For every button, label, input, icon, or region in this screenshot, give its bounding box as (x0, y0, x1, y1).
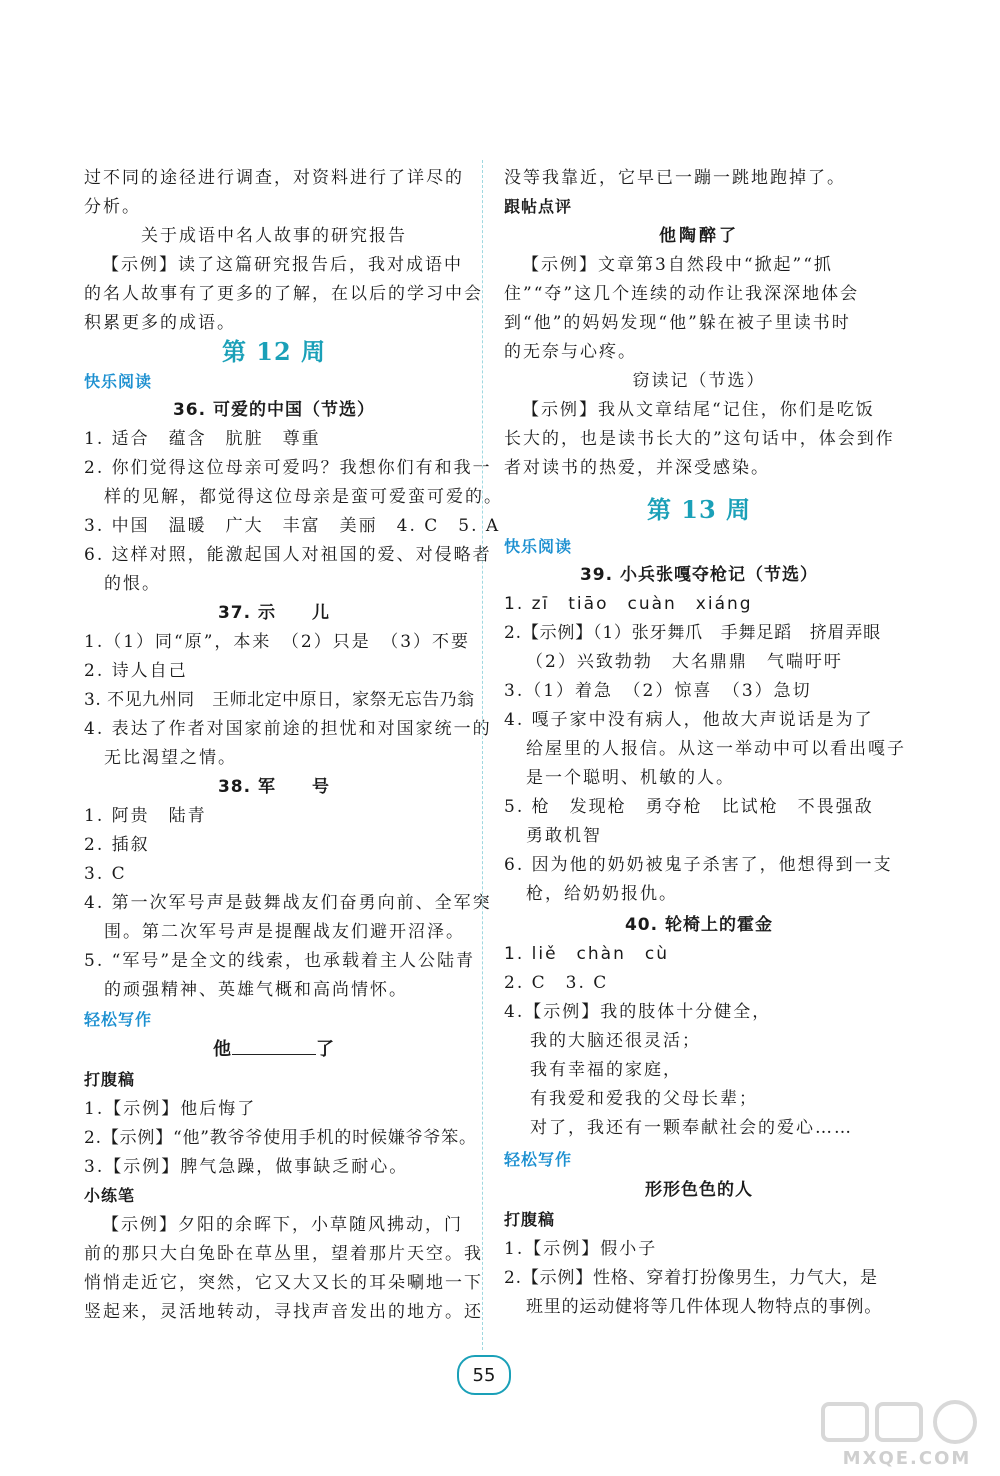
text-line: 住”“夺”这几个连续的动作让我深深地体会 (504, 284, 860, 304)
answer-line: 给屋里的人报信。从这一举动中可以看出嘎子 (526, 739, 906, 759)
answer-line: 对了，我还有一颗奉献社会的爱心…… (530, 1118, 853, 1138)
answer-line: 的恨。 (104, 574, 161, 594)
answer-line: 6. 因为他的奶奶被鬼子杀害了，他想得到一支 (504, 855, 893, 875)
answer-line: 的顽强精神、英雄气概和高尚情怀。 (104, 980, 408, 1000)
answer-line: 2. C 3. C (504, 973, 609, 993)
section-easy-writing: 轻松写作 (504, 1150, 573, 1169)
answer-line: 班里的运动健将等几件体现人物特点的事例。 (526, 1297, 882, 1317)
lesson-36-title: 36. 可爱的中国（节选） (172, 400, 376, 420)
answer-line: 围。第二次军号声是提醒战友们避开沼泽。 (104, 922, 465, 942)
text-line: 【示例】文章第3自然段中“掀起”“抓 (522, 255, 833, 275)
answer-line: 6. 这样对照，能激起国人对祖国的爱、对侵略者 (84, 545, 492, 565)
text-line: 者对读书的热爱，并深受感染。 (504, 458, 770, 478)
answer-line: 2. 插叙 (84, 835, 150, 855)
answer-line: 4.【示例】我的肢体十分健全， (504, 1002, 772, 1022)
text-line: 积累更多的成语。 (84, 313, 236, 333)
answer-line: 1. zī tiāo cuàn xiáng (504, 594, 753, 614)
answer-line: 2. 诗人自己 (84, 661, 188, 681)
lesson-37-title: 37. 示 儿 (217, 603, 331, 623)
text-line: 【示例】读了这篇研究报告后，我对成语中 (102, 255, 463, 275)
answer-line: 我有幸福的家庭， (530, 1060, 682, 1080)
answer-line: 我的大脑还很灵活； (530, 1031, 701, 1051)
answer-line: 2.【示例】性格、穿着打扮像男生，力气大，是 (504, 1268, 878, 1288)
text-line: 长大的，也是读书长大的”这句话中，体会到作 (504, 429, 895, 449)
practice-line: 【示例】夕阳的余晖下，小草随风拂动，门 (102, 1215, 463, 1235)
answer-line: 有我爱和爱我的父母长辈； (530, 1089, 758, 1109)
answer-line: 是一个聪明、机敏的人。 (526, 768, 735, 788)
answer-line: 2. 你们觉得这位母亲可爱吗？我想你们有和我一 (84, 458, 492, 478)
answer-line: 1. liě chàn cù (504, 944, 669, 964)
title-qiedu-ji: 窃读记（节选） (632, 371, 766, 391)
section-happy-reading: 快乐阅读 (504, 537, 573, 556)
text-line: 过不同的途径进行调查，对资料进行了详尽的 (84, 168, 464, 188)
practice-line: 悄悄走近它，突然，它又大又长的耳朵唰地一下 (84, 1273, 483, 1293)
prompt-suffix: 了 (316, 1039, 335, 1060)
lesson-38-title: 38. 军 号 (217, 777, 331, 797)
column-divider (482, 160, 483, 1350)
answer-line: 3. 不见九州同 王师北定中原日，家祭无忘告乃翁 (84, 690, 475, 710)
answer-line: 4. 嘎子家中没有病人，他故大声说话是为了 (504, 710, 874, 730)
section-easy-writing: 轻松写作 (84, 1010, 153, 1029)
lesson-40-title: 40. 轮椅上的霍金 (624, 915, 774, 935)
page-number: 55 (457, 1355, 511, 1395)
answer-line: 无比渴望之情。 (104, 748, 237, 768)
answer-line: 1.（1）同“原”，本来 （2）只是 （3）不要 (84, 632, 471, 652)
prompt-blank (232, 1038, 316, 1055)
answer-line: 1. 阿贵 陆青 (84, 806, 207, 826)
prompt-prefix: 他 (213, 1039, 232, 1060)
title-xingxing-sese: 形形色色的人 (645, 1180, 753, 1200)
answer-line: （2）兴致勃勃 大名鼎鼎 气喘吁吁 (526, 652, 843, 672)
writing-prompt-title (84, 1038, 464, 1062)
week-13-heading: 第 13 周 (646, 495, 752, 524)
answer-line: 3.【示例】脾气急躁，做事缺乏耐心。 (84, 1157, 409, 1177)
answer-line: 3. 中国 温暖 广大 丰富 美丽 4. C 5. A (84, 516, 501, 536)
answer-line: 勇敢机智 (526, 826, 602, 846)
text-line: 的名人故事有了更多的了解，在以后的学习中会 (84, 284, 483, 304)
answer-line: 4. 第一次军号声是鼓舞战友们奋勇向前、全军突 (84, 893, 492, 913)
subsection-draft: 打腹稿 (84, 1070, 136, 1089)
answer-line: 4. 表达了作者对国家前途的担忧和对国家统一的 (84, 719, 492, 739)
answer-line: 1. 适合 蕴含 肮脏 尊重 (84, 429, 321, 449)
subsection-follow-comment: 跟帖点评 (504, 197, 573, 216)
answer-line: 2.【示例】（1）张牙舞爪 手舞足蹈 挤眉弄眼 (504, 623, 881, 643)
week-12-heading: 第 12 周 (221, 337, 327, 366)
report-title: 关于成语中名人故事的研究报告 (141, 226, 407, 246)
answer-line: 样的见解，都觉得这位母亲是蛮可爱蛮可爱的。 (104, 487, 503, 507)
svg-text:MXQE.COM: MXQE.COM (842, 1448, 972, 1469)
title-he-taozui: 他陶醉了 (659, 226, 739, 246)
subsection-draft: 打腹稿 (504, 1210, 556, 1229)
answer-line: 枪，给奶奶报仇。 (526, 884, 678, 904)
answer-line: 1.【示例】假小子 (504, 1239, 658, 1259)
text-line: 的无奈与心疼。 (504, 342, 637, 362)
text-line: 【示例】我从文章结尾“记住，你们是吃饭 (522, 400, 875, 420)
answer-line: 3.（1）着急 （2）惊喜 （3）急切 (504, 681, 812, 701)
answer-line: 3. C (84, 864, 127, 884)
lesson-39-title: 39. 小兵张嘎夺枪记（节选） (579, 565, 819, 585)
section-happy-reading: 快乐阅读 (84, 372, 153, 391)
practice-line: 前的那只大白兔卧在草丛里，望着那片天空。我 (84, 1244, 483, 1264)
watermark-logo (815, 1400, 995, 1470)
answer-line: 2.【示例】“他”教爷爷使用手机的时候嫌爷爷笨。 (84, 1128, 477, 1148)
text-line: 到“他”的妈妈发现“他”躲在被子里读书时 (504, 313, 851, 333)
text-line: 分析。 (84, 197, 141, 217)
answer-line: 1.【示例】他后悔了 (84, 1099, 257, 1119)
practice-line: 竖起来，灵活地转动，寻找声音发出的地方。还 (84, 1302, 483, 1322)
subsection-practice: 小练笔 (84, 1186, 136, 1205)
answer-line: 5. “军号”是全文的线索，也承载着主人公陆青 (84, 951, 476, 971)
answer-line: 5. 枪 发现枪 勇夺枪 比试枪 不畏强敌 (504, 797, 874, 817)
text-line: 没等我靠近，它早已一蹦一跳地跑掉了。 (504, 168, 846, 188)
